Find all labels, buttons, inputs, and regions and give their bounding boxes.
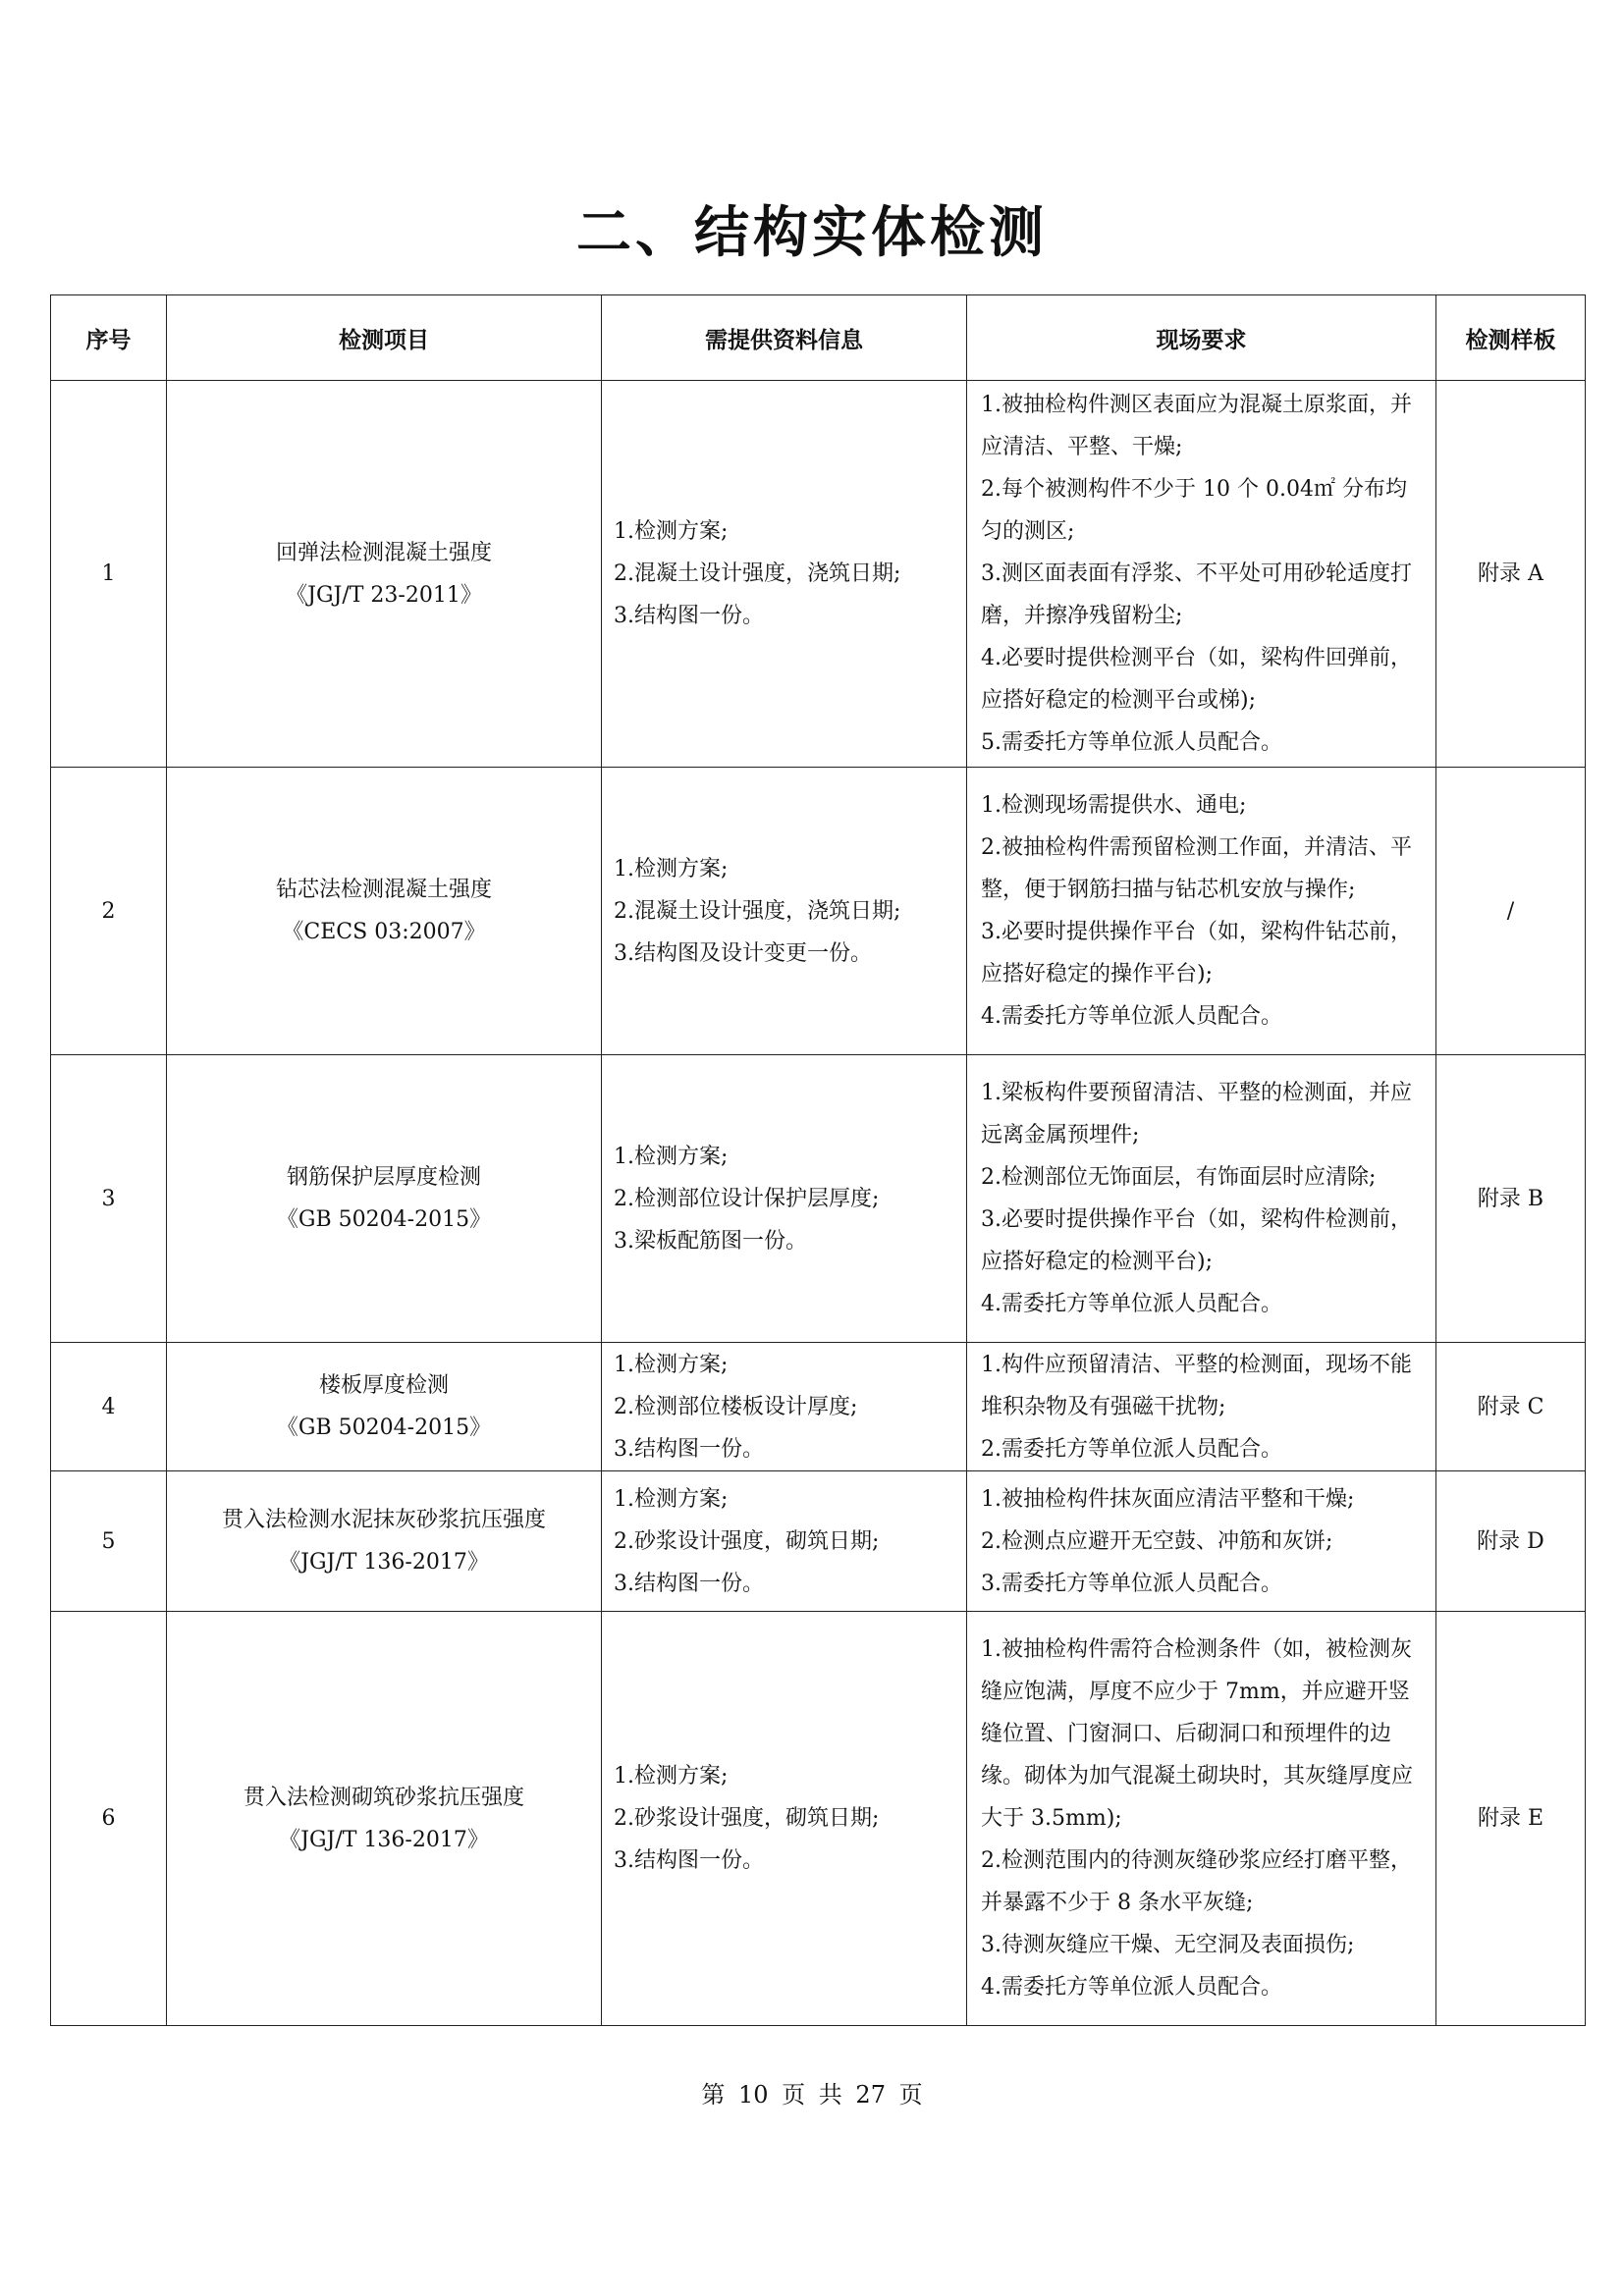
material-line: 3.结构图一份。 xyxy=(614,1848,764,1873)
material-line: 1.检测方案; xyxy=(614,856,729,881)
requirement-line: 2.检测范围内的待测灰缝砂浆应经打磨平整，并暴露不少于 8 条水平灰缝; xyxy=(981,1848,1412,1915)
requirement-line: 3.需委托方等单位派人员配合。 xyxy=(981,1571,1282,1596)
row-no: 6 xyxy=(51,1612,167,2026)
row-no: 5 xyxy=(51,1471,167,1612)
row-requirements xyxy=(967,1612,1436,2026)
material-line: 3.结构图一份。 xyxy=(614,604,764,628)
requirement-line: 3.待测灰缝应干燥、无空洞及表面损伤; xyxy=(981,1933,1355,1957)
item-standard: 《GB 50204-2015》 xyxy=(276,1207,492,1232)
material-line: 3.梁板配筋图一份。 xyxy=(614,1228,807,1254)
row-item xyxy=(167,1612,602,2026)
material-line: 2.混凝土设计强度，浇筑日期; xyxy=(614,898,901,924)
table-row xyxy=(51,1612,1586,2026)
item-name: 钻芯法检测混凝土强度 xyxy=(275,878,492,902)
material-line: 2.混凝土设计强度，浇筑日期; xyxy=(614,561,901,586)
table-row xyxy=(51,1343,1586,1471)
row-requirements xyxy=(967,381,1436,768)
requirement-line: 1.检测现场需提供水、通电; xyxy=(981,793,1247,818)
requirement-line: 5.需委托方等单位派人员配合。 xyxy=(981,730,1282,755)
row-requirements xyxy=(967,1055,1436,1343)
requirement-line: 1.梁板构件要预留清洁、平整的检测面，并应远离金属预埋件; xyxy=(981,1081,1412,1148)
row-no: 4 xyxy=(51,1343,167,1471)
row-materials xyxy=(602,1055,967,1343)
table-row xyxy=(51,1471,1586,1612)
material-line: 1.检测方案; xyxy=(614,1764,729,1789)
requirement-line: 3.必要时提供操作平台（如，梁构件钻芯前，应搭好稳定的操作平台); xyxy=(981,920,1412,987)
material-line: 2.砂浆设计强度，砌筑日期; xyxy=(614,1528,880,1554)
requirement-line: 2.每个被测构件不少于 10 个 0.04㎡ 分布均匀的测区; xyxy=(981,477,1407,544)
header-item: 检测项目 xyxy=(167,295,602,381)
row-item xyxy=(167,1055,602,1343)
row-materials xyxy=(602,1471,967,1612)
item-standard: 《GB 50204-2015》 xyxy=(276,1415,492,1440)
table-row xyxy=(51,381,1586,768)
header-sample: 检测样板 xyxy=(1436,295,1586,381)
material-line: 1.检测方案; xyxy=(614,1144,729,1169)
row-sample: 附录 E xyxy=(1436,1612,1586,2026)
item-name: 楼板厚度检测 xyxy=(318,1373,449,1398)
row-sample: 附录 D xyxy=(1436,1471,1586,1612)
item-name: 钢筋保护层厚度检测 xyxy=(286,1165,481,1190)
header-requirements: 现场要求 xyxy=(967,295,1436,381)
row-requirements xyxy=(967,1343,1436,1471)
requirement-line: 3.必要时提供操作平台（如，梁构件检测前，应搭好稳定的检测平台); xyxy=(981,1207,1412,1274)
item-name: 贯入法检测砌筑砂浆抗压强度 xyxy=(243,1785,524,1810)
row-requirements xyxy=(967,768,1436,1055)
item-standard: 《JGJ/T 23-2011》 xyxy=(286,582,482,608)
requirement-line: 1.被抽检构件需符合检测条件（如，被检测灰缝应饱满，厚度不应少于 7mm，并应避开竖缝位置、门窗洞口、后砌洞口和预埋件的边缘。砌体为加气混凝土砌块时，其灰缝厚度应大于 3.5mm); xyxy=(981,1637,1414,1831)
row-sample: 附录 C xyxy=(1436,1343,1586,1471)
row-item xyxy=(167,1343,602,1471)
requirement-line: 1.构件应预留清洁、平整的检测面，现场不能堆积杂物及有强磁干扰物; xyxy=(981,1352,1412,1419)
row-sample: 附录 A xyxy=(1436,381,1586,768)
row-item xyxy=(167,381,602,768)
header-materials: 需提供资料信息 xyxy=(602,295,967,381)
requirement-line: 1.被抽检构件测区表面应为混凝土原浆面，并应清洁、平整、干燥; xyxy=(981,393,1412,459)
requirement-line: 4.需委托方等单位派人员配合。 xyxy=(981,1292,1282,1316)
row-item xyxy=(167,1471,602,1612)
requirement-line: 2.需委托方等单位派人员配合。 xyxy=(981,1436,1282,1462)
page-number: 第 10 页 共 27 页 xyxy=(701,2081,923,2109)
material-line: 1.检测方案; xyxy=(614,1486,729,1512)
table-row xyxy=(51,768,1586,1055)
table-row xyxy=(51,1055,1586,1343)
requirement-line: 2.检测部位无饰面层，有饰面层时应清除; xyxy=(981,1165,1377,1190)
requirement-line: 2.被抽检构件需预留检测工作面，并清洁、平整，便于钢筋扫描与钻芯机安放与操作; xyxy=(981,835,1412,902)
requirement-line: 1.被抽检构件抹灰面应清洁平整和干燥; xyxy=(981,1486,1355,1512)
inspection-table xyxy=(50,294,1586,2026)
material-line: 2.检测部位设计保护层厚度; xyxy=(614,1186,880,1211)
item-name: 回弹法检测混凝土强度 xyxy=(275,540,492,565)
row-requirements xyxy=(967,1471,1436,1612)
material-line: 2.检测部位楼板设计厚度; xyxy=(614,1394,858,1419)
requirement-line: 3.测区面表面有浮浆、不平处可用砂轮适度打磨，并擦净残留粉尘; xyxy=(981,561,1412,628)
row-sample: 附录 B xyxy=(1436,1055,1586,1343)
row-materials xyxy=(602,1612,967,2026)
material-line: 3.结构图一份。 xyxy=(614,1436,764,1462)
material-line: 1.检测方案; xyxy=(614,1352,729,1377)
material-line: 3.结构图一份。 xyxy=(614,1571,764,1596)
requirement-line: 4.需委托方等单位派人员配合。 xyxy=(981,1004,1282,1029)
row-item xyxy=(167,768,602,1055)
page-title: 二、结构实体检测 xyxy=(576,201,1048,265)
item-standard: 《JGJ/T 136-2017》 xyxy=(279,1550,489,1575)
row-no: 2 xyxy=(51,768,167,1055)
material-line: 1.检测方案; xyxy=(614,519,729,544)
row-sample: / xyxy=(1436,768,1586,1055)
row-materials xyxy=(602,381,967,768)
row-no: 1 xyxy=(51,381,167,768)
material-line: 2.砂浆设计强度，砌筑日期; xyxy=(614,1806,880,1831)
material-line: 3.结构图及设计变更一份。 xyxy=(614,940,872,966)
item-standard: 《CECS 03:2007》 xyxy=(282,920,486,944)
row-no: 3 xyxy=(51,1055,167,1343)
table-header-row xyxy=(51,295,1586,381)
item-standard: 《JGJ/T 136-2017》 xyxy=(279,1827,489,1852)
item-name: 贯入法检测水泥抹灰砂浆抗压强度 xyxy=(221,1508,546,1532)
requirement-line: 2.检测点应避开无空鼓、冲筋和灰饼; xyxy=(981,1528,1333,1554)
requirement-line: 4.需委托方等单位派人员配合。 xyxy=(981,1975,1282,2000)
row-materials xyxy=(602,768,967,1055)
row-materials xyxy=(602,1343,967,1471)
header-no: 序号 xyxy=(51,295,167,381)
requirement-line: 4.必要时提供检测平台（如，梁构件回弹前，应搭好稳定的检测平台或梯); xyxy=(981,646,1412,713)
